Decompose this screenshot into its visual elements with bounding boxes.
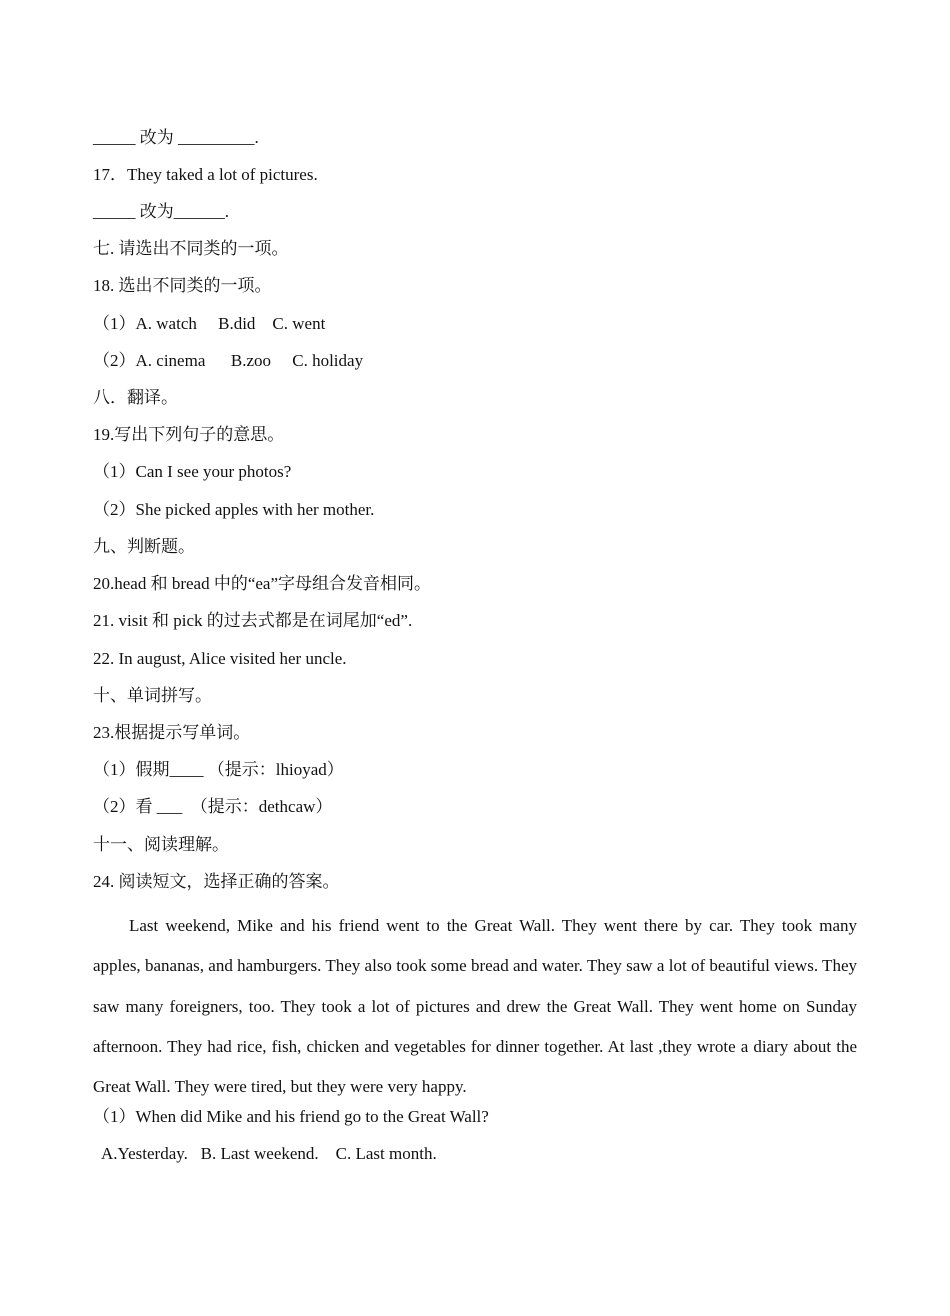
question-24-item-1: （1）When did Mike and his friend go to the Great Wall? (93, 1107, 489, 1126)
question-18-item-1: （1）A. watch B.did C. went (93, 314, 326, 333)
question-24-item-1-options: A.Yesterday. B. Last weekend. C. Last month. (101, 1144, 437, 1163)
question-23: 23.根据提示写单词。 (93, 723, 251, 742)
question-19-item-1: （1）Can I see your photos? (93, 462, 292, 481)
section-10-heading: 十、单词拼写。 (93, 686, 212, 705)
section-9-heading: 九、判断题。 (93, 537, 195, 556)
question-17: 17．They taked a lot of pictures. (93, 165, 318, 184)
question-18: 18. 选出不同类的一项。 (93, 276, 272, 295)
question-19-item-2: （2）She picked apples with her mother. (93, 500, 375, 519)
question-23-item-2: （2）看 ___ （提示：dethcaw） (93, 797, 333, 816)
section-8-heading: 八．翻译。 (93, 388, 178, 407)
question-24: 24. 阅读短文，选择正确的答案。 (93, 872, 340, 891)
correction-line-16: _____ 改为 _________. (93, 128, 259, 147)
question-19: 19.写出下列句子的意思。 (93, 425, 285, 444)
question-21: 21. visit 和 pick 的过去式都是在词尾加“ed”. (93, 611, 413, 630)
section-11-heading: 十一、阅读理解。 (93, 835, 229, 854)
question-18-item-2: （2）A. cinema B.zoo C. holiday (93, 351, 364, 370)
reading-passage: Last weekend, Mike and his friend went to the Great Wall. They went there by car. They took many apples, bananas, and hamburgers. They also took some bread and water. They saw a lot of beautiful views. They saw many foreigners, too. They took a lot of pictures and drew the Great Wall. They went home on Sunday afternoon. They had rice, fish, chicken and vegetables for dinner together. At last ,they wrote a diary about the Great Wall. They were tired, but they were very happy. (93, 916, 857, 1097)
section-7-heading: 七. 请选出不同类的一项。 (93, 239, 289, 258)
correction-line-17: _____ 改为______. (93, 202, 229, 221)
question-20: 20.head 和 bread 中的“ea”字母组合发音相同。 (93, 574, 432, 593)
question-22: 22. In august, Alice visited her uncle. (93, 649, 347, 668)
question-23-item-1: （1）假期____ （提示：lhioyad） (93, 760, 344, 779)
